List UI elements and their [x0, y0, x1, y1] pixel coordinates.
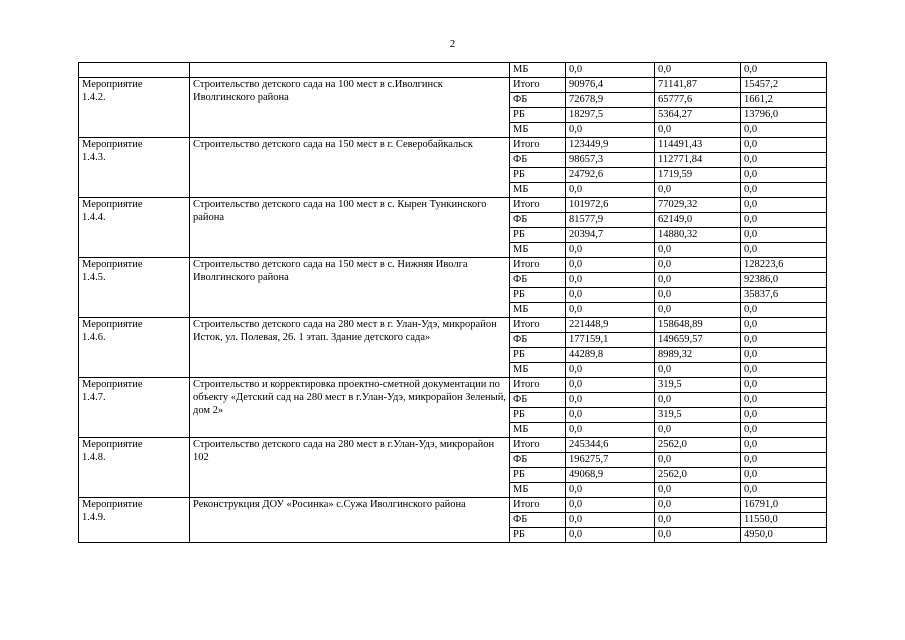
table-row: [79, 63, 827, 78]
source-cell: ФБ: [510, 333, 566, 348]
value-cell: 0,0: [741, 408, 827, 423]
description-cell: Строительство детского сада на 100 мест в с.Иволгинск Иволгинского района: [190, 78, 510, 138]
source-cell: ФБ: [510, 153, 566, 168]
source-cell: Итого: [510, 138, 566, 153]
description-cell: Строительство детского сада на 150 мест в с. Нижняя Иволга Иволгинского района: [190, 258, 510, 318]
value-cell: 0,0: [566, 513, 655, 528]
value-cell: 18297,5: [566, 108, 655, 123]
value-cell: 114491,43: [655, 138, 741, 153]
event-code: 1.4.6.: [82, 332, 106, 344]
source-cell: ФБ: [510, 393, 566, 408]
event-label: Мероприятие: [82, 199, 143, 210]
value-cell: 0,0: [741, 198, 827, 213]
source-cell: Итого: [510, 198, 566, 213]
source-cell: РБ: [510, 528, 566, 543]
value-cell: 44289,8: [566, 348, 655, 363]
event-label: Мероприятие: [82, 499, 143, 510]
source-cell: ФБ: [510, 213, 566, 228]
value-cell: 221448,9: [566, 318, 655, 333]
value-cell: 14880,32: [655, 228, 741, 243]
event-cell: [79, 318, 190, 378]
event-code: 1.4.4.: [82, 212, 106, 224]
event-cell: [79, 198, 190, 258]
description-cell: Строительство и корректировка проектно-сметной документации по объекту «Детский сад на 280 мест в г.Улан-Удэ, микрорайон Зеленый, дом 2»: [190, 378, 510, 438]
value-cell: 24792,6: [566, 168, 655, 183]
event-cell: [79, 138, 190, 198]
event-cell: [79, 63, 190, 78]
value-cell: 177159,1: [566, 333, 655, 348]
value-cell: 0,0: [566, 423, 655, 438]
value-cell: 2562,0: [655, 468, 741, 483]
event-code: 1.4.8.: [82, 452, 106, 464]
value-cell: 0,0: [566, 288, 655, 303]
value-cell: 72678,9: [566, 93, 655, 108]
source-cell: МБ: [510, 363, 566, 378]
value-cell: 0,0: [741, 213, 827, 228]
value-cell: 123449,9: [566, 138, 655, 153]
value-cell: 0,0: [655, 63, 741, 78]
value-cell: 149659,57: [655, 333, 741, 348]
value-cell: 0,0: [741, 228, 827, 243]
source-cell: Итого: [510, 318, 566, 333]
value-cell: 0,0: [655, 528, 741, 543]
source-cell: МБ: [510, 123, 566, 138]
value-cell: 0,0: [741, 63, 827, 78]
value-cell: 0,0: [741, 393, 827, 408]
value-cell: 0,0: [741, 378, 827, 393]
event-code: 1.4.2.: [82, 92, 106, 104]
value-cell: 0,0: [566, 258, 655, 273]
page-number: 2: [449, 38, 456, 50]
source-cell: МБ: [510, 483, 566, 498]
value-cell: 0,0: [655, 303, 741, 318]
value-cell: 92386,0: [741, 273, 827, 288]
value-cell: 0,0: [566, 378, 655, 393]
value-cell: 112771,84: [655, 153, 741, 168]
value-cell: 196275,7: [566, 453, 655, 468]
value-cell: 0,0: [655, 393, 741, 408]
value-cell: 0,0: [741, 318, 827, 333]
value-cell: 8989,32: [655, 348, 741, 363]
table-row: [79, 378, 827, 393]
value-cell: 0,0: [655, 288, 741, 303]
source-cell: МБ: [510, 423, 566, 438]
table-row: [79, 438, 827, 453]
value-cell: 0,0: [655, 423, 741, 438]
value-cell: 245344,6: [566, 438, 655, 453]
value-cell: 16791,0: [741, 498, 827, 513]
table-row: [79, 78, 827, 93]
value-cell: 0,0: [566, 483, 655, 498]
value-cell: 0,0: [741, 468, 827, 483]
event-code: 1.4.3.: [82, 152, 106, 164]
event-code: 1.4.5.: [82, 272, 106, 284]
source-cell: РБ: [510, 348, 566, 363]
value-cell: 0,0: [655, 498, 741, 513]
value-cell: 0,0: [566, 63, 655, 78]
value-cell: 0,0: [566, 273, 655, 288]
value-cell: 2562,0: [655, 438, 741, 453]
source-cell: ФБ: [510, 273, 566, 288]
event-cell: [79, 378, 190, 438]
event-code: 1.4.9.: [82, 512, 106, 524]
value-cell: 1661,2: [741, 93, 827, 108]
value-cell: 5364,27: [655, 108, 741, 123]
value-cell: 0,0: [741, 168, 827, 183]
value-cell: 0,0: [655, 258, 741, 273]
value-cell: 90976,4: [566, 78, 655, 93]
event-label: Мероприятие: [82, 259, 143, 270]
value-cell: 0,0: [566, 363, 655, 378]
description-cell: Строительство детского сада на 280 мест в г.Улан-Удэ, микрорайон 102: [190, 438, 510, 498]
value-cell: 0,0: [566, 408, 655, 423]
description-cell: Строительство детского сада на 150 мест в г. Северобайкальск: [190, 138, 510, 198]
value-cell: 0,0: [741, 153, 827, 168]
table-row: [79, 318, 827, 333]
source-cell: РБ: [510, 168, 566, 183]
value-cell: 0,0: [655, 363, 741, 378]
source-cell: РБ: [510, 408, 566, 423]
value-cell: 0,0: [566, 498, 655, 513]
source-cell: ФБ: [510, 453, 566, 468]
value-cell: 0,0: [566, 183, 655, 198]
value-cell: 98657,3: [566, 153, 655, 168]
value-cell: 319,5: [655, 378, 741, 393]
description-cell: Строительство детского сада на 280 мест в г. Улан-Удэ, микрорайон Исток, ул. Полевая, 26. 1 этап. Здание детского сада»: [190, 318, 510, 378]
event-cell: [79, 78, 190, 138]
table-row: [79, 138, 827, 153]
source-cell: Итого: [510, 498, 566, 513]
value-cell: 0,0: [655, 243, 741, 258]
value-cell: 1719,59: [655, 168, 741, 183]
event-label: Мероприятие: [82, 139, 143, 150]
budget-table: [78, 62, 827, 543]
value-cell: 0,0: [566, 123, 655, 138]
value-cell: 0,0: [566, 243, 655, 258]
value-cell: 20394,7: [566, 228, 655, 243]
value-cell: 13796,0: [741, 108, 827, 123]
source-cell: РБ: [510, 288, 566, 303]
value-cell: 0,0: [741, 423, 827, 438]
source-cell: РБ: [510, 108, 566, 123]
value-cell: 0,0: [741, 483, 827, 498]
table-row: [79, 258, 827, 273]
value-cell: 0,0: [655, 183, 741, 198]
description-cell: Строительство детского сада на 100 мест в с. Кырен Тункинского района: [190, 198, 510, 258]
event-label: Мероприятие: [82, 379, 143, 390]
value-cell: 71141,87: [655, 78, 741, 93]
table-row: [79, 498, 827, 513]
source-cell: РБ: [510, 468, 566, 483]
source-cell: МБ: [510, 303, 566, 318]
event-label: Мероприятие: [82, 79, 143, 90]
value-cell: 11550,0: [741, 513, 827, 528]
value-cell: 0,0: [655, 273, 741, 288]
description-cell: Реконструкция ДОУ «Росинка» с.Сужа Иволгинского района: [190, 498, 510, 543]
event-label: Мероприятие: [82, 319, 143, 330]
value-cell: 0,0: [566, 393, 655, 408]
table-row: [79, 198, 827, 213]
value-cell: 0,0: [741, 363, 827, 378]
value-cell: 4950,0: [741, 528, 827, 543]
value-cell: 35837,6: [741, 288, 827, 303]
value-cell: 101972,6: [566, 198, 655, 213]
event-cell: [79, 498, 190, 543]
description-cell: [190, 63, 510, 78]
event-cell: [79, 258, 190, 318]
value-cell: 0,0: [566, 528, 655, 543]
source-cell: МБ: [510, 183, 566, 198]
budget-table-body: [79, 63, 827, 543]
value-cell: 15457,2: [741, 78, 827, 93]
source-cell: ФБ: [510, 93, 566, 108]
source-cell: Итого: [510, 438, 566, 453]
value-cell: 77029,32: [655, 198, 741, 213]
source-cell: Итого: [510, 78, 566, 93]
value-cell: 81577,9: [566, 213, 655, 228]
value-cell: 158648,89: [655, 318, 741, 333]
value-cell: 0,0: [655, 513, 741, 528]
value-cell: 0,0: [741, 348, 827, 363]
value-cell: 0,0: [655, 483, 741, 498]
source-cell: Итого: [510, 258, 566, 273]
value-cell: 62149,0: [655, 213, 741, 228]
value-cell: 0,0: [741, 183, 827, 198]
value-cell: 319,5: [655, 408, 741, 423]
source-cell: МБ: [510, 243, 566, 258]
value-cell: 0,0: [741, 243, 827, 258]
value-cell: 0,0: [655, 453, 741, 468]
value-cell: 49068,9: [566, 468, 655, 483]
source-cell: РБ: [510, 228, 566, 243]
value-cell: 0,0: [741, 333, 827, 348]
value-cell: 0,0: [741, 438, 827, 453]
event-cell: [79, 438, 190, 498]
value-cell: 128223,6: [741, 258, 827, 273]
source-cell: МБ: [510, 63, 566, 78]
value-cell: 0,0: [655, 123, 741, 138]
source-cell: Итого: [510, 378, 566, 393]
source-cell: ФБ: [510, 513, 566, 528]
value-cell: 0,0: [741, 453, 827, 468]
value-cell: 0,0: [741, 303, 827, 318]
event-label: Мероприятие: [82, 439, 143, 450]
value-cell: 0,0: [741, 123, 827, 138]
value-cell: 0,0: [741, 138, 827, 153]
event-code: 1.4.7.: [82, 392, 106, 404]
value-cell: 65777,6: [655, 93, 741, 108]
value-cell: 0,0: [566, 303, 655, 318]
